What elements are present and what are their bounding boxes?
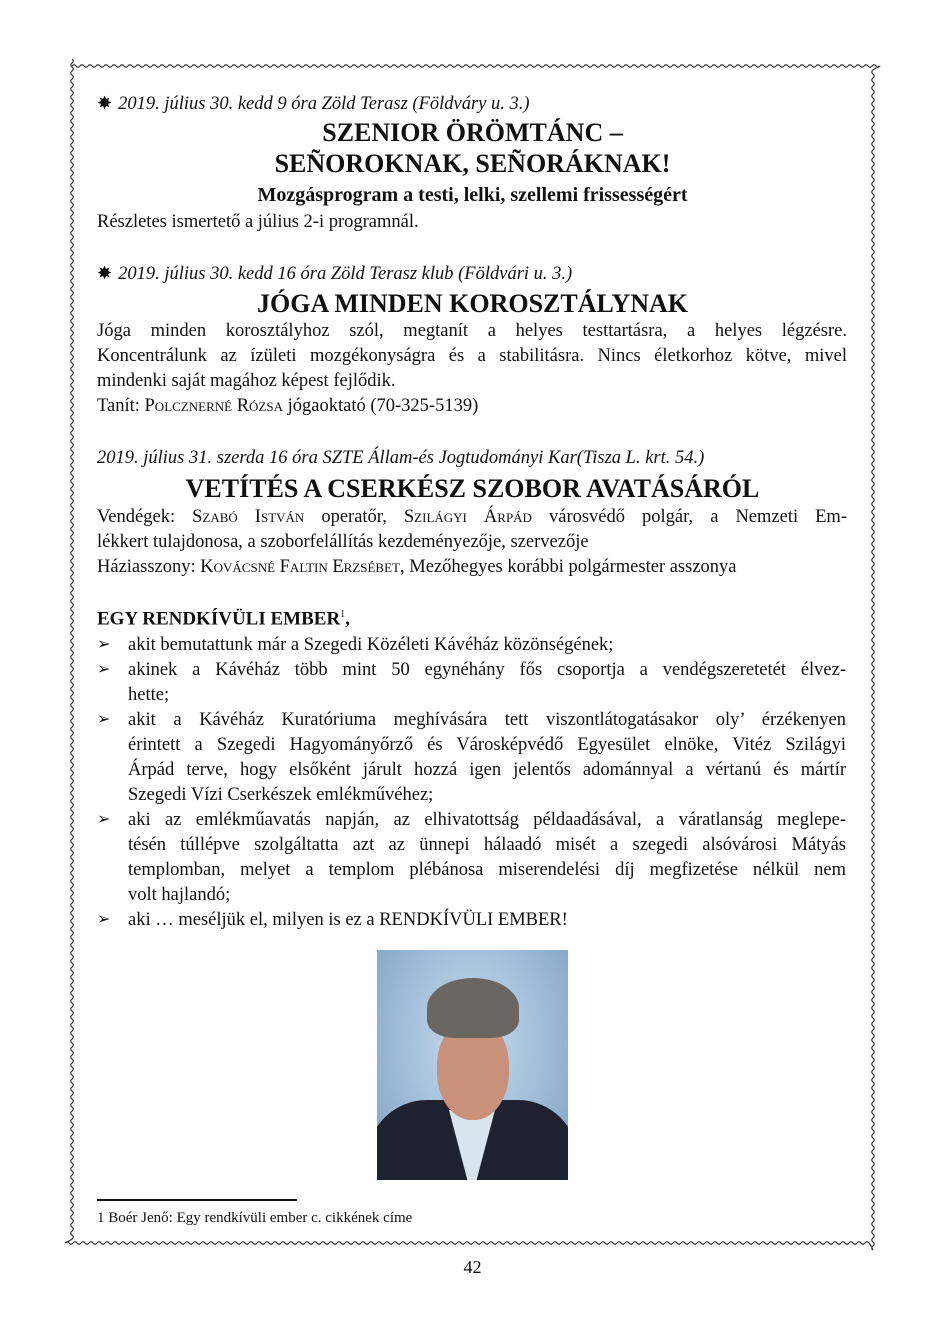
event3-guests-line2: lékkert tulajdonosa, a szoborfelállítás kezdeményezője, szervezője xyxy=(97,532,589,552)
event3-date: 2019. július 31. szerda 16 óra SZTE Állam-és Jogtudományi Kar(Tisza L. krt. 54.) xyxy=(97,448,705,468)
bullet-text-line: templomban, melyet a templom plébánosa miserendelési díj megfizetése nélkül nem xyxy=(128,860,846,880)
arrowhead-bullet-icon: ➢ xyxy=(97,811,111,828)
event3-title: VETÍTÉS A CSERKÉSZ SZOBOR AVATÁSÁRÓL xyxy=(185,474,760,503)
page-number: 42 xyxy=(463,1257,482,1277)
bullet-text-line: volt hajlandó; xyxy=(128,885,231,905)
bullet-text-line: hette; xyxy=(128,685,170,705)
star-bullet-icon: ✸ xyxy=(97,93,113,113)
bullet-text-line: Árpád terve, hogy elsőként járult hozzá igen jelentős adománnyal a vértanú és mártír xyxy=(128,760,846,780)
event3-guests: Vendégek: Szabó István operatőr, Szilágyi Árpád városvédő polgár, a Nemzeti Em- xyxy=(97,507,847,527)
arrowhead-bullet-icon: ➢ xyxy=(97,911,111,928)
bullet-text-line: akinek a Kávéház több mint 50 egynéhány fős csoportja a vendégszeretetét élvez- xyxy=(128,660,846,680)
bullet-text-line: akit bemutattunk már a Szegedi Közéleti Kávéház közönségének; xyxy=(128,635,614,655)
arrowhead-bullet-icon: ➢ xyxy=(97,711,111,728)
event2-text-line: Koncentrálunk az ízületi mozgékonyságra és a stabilitásra. Nincs életkorhoz kötve, mivel xyxy=(97,346,847,366)
event3-host: Háziasszony: Kovácsné Faltin Erzsébet, Mezőhegyes korábbi polgármester asszonya xyxy=(97,557,737,577)
bullet-text-line: érintett a Szegedi Hagyományőrző és Városképvédő Egyesület elnöke, Vitéz Szilágyi xyxy=(128,735,846,755)
event1-title-line2: SEÑOROKNAK, SEÑORÁKNAK! xyxy=(274,149,671,178)
event1-date: ✸ 2019. július 30. kedd 9 óra Zöld Terasz (Földváry u. 3.) xyxy=(97,93,530,114)
event1-subtitle: Mozgásprogram a testi, lelki, szellemi frissességért xyxy=(257,184,688,206)
arrowhead-bullet-icon: ➢ xyxy=(97,636,111,653)
bullet-text-line: Szegedi Vízi Cserkészek emlékművéhez; xyxy=(128,785,434,805)
event1-title-line1: SZENIOR ÖRÖMTÁNC – xyxy=(322,118,623,147)
bullet-text-line: aki … meséljük el, milyen is ez a RENDKÍVÜLI EMBER! xyxy=(128,910,568,930)
footnote: 1 Boér Jenő: Egy rendkívüli ember c. cikkének címe xyxy=(97,1210,413,1226)
portrait-photo xyxy=(377,950,568,1180)
bullet-text-line: tésén túllépve szolgáltatta azt az ünnepi hálaadó misét a szegedi alsóvárosi Mátyás xyxy=(128,835,846,855)
event2-teacher: Tanít: Polcznerné Rózsa jógaoktató (70-325-5139) xyxy=(97,396,479,416)
bullet-text-line: aki az emlékműavatás napján, az elhivatottság példaadásával, a váratlanság meglepe- xyxy=(128,810,846,830)
footnote-rule xyxy=(97,1199,297,1201)
event1-detail: Részletes ismertető a július 2-i programnál. xyxy=(97,212,419,232)
event2-date: ✸ 2019. július 30. kedd 16 óra Zöld Terasz klub (Földvári u. 3.) xyxy=(97,263,573,284)
event2-title: JÓGA MINDEN KOROSZTÁLYNAK xyxy=(257,289,688,318)
event2-text-line: Jóga minden korosztályhoz szól, megtanít a helyes testtartásra, a helyes légzésre. xyxy=(97,321,847,341)
article-heading: EGY RENDKÍVÜLI EMBER$^1$, xyxy=(97,608,350,630)
star-bullet-icon: ✸ xyxy=(97,263,113,283)
event2-text-line: mindenki saját magához képest fejlődik. xyxy=(97,371,396,391)
bullet-text-line: akit a Kávéház Kuratóriuma meghívására tett viszontlátogatásakor oly’ érzékenyen xyxy=(128,710,846,730)
arrowhead-bullet-icon: ➢ xyxy=(97,661,111,678)
